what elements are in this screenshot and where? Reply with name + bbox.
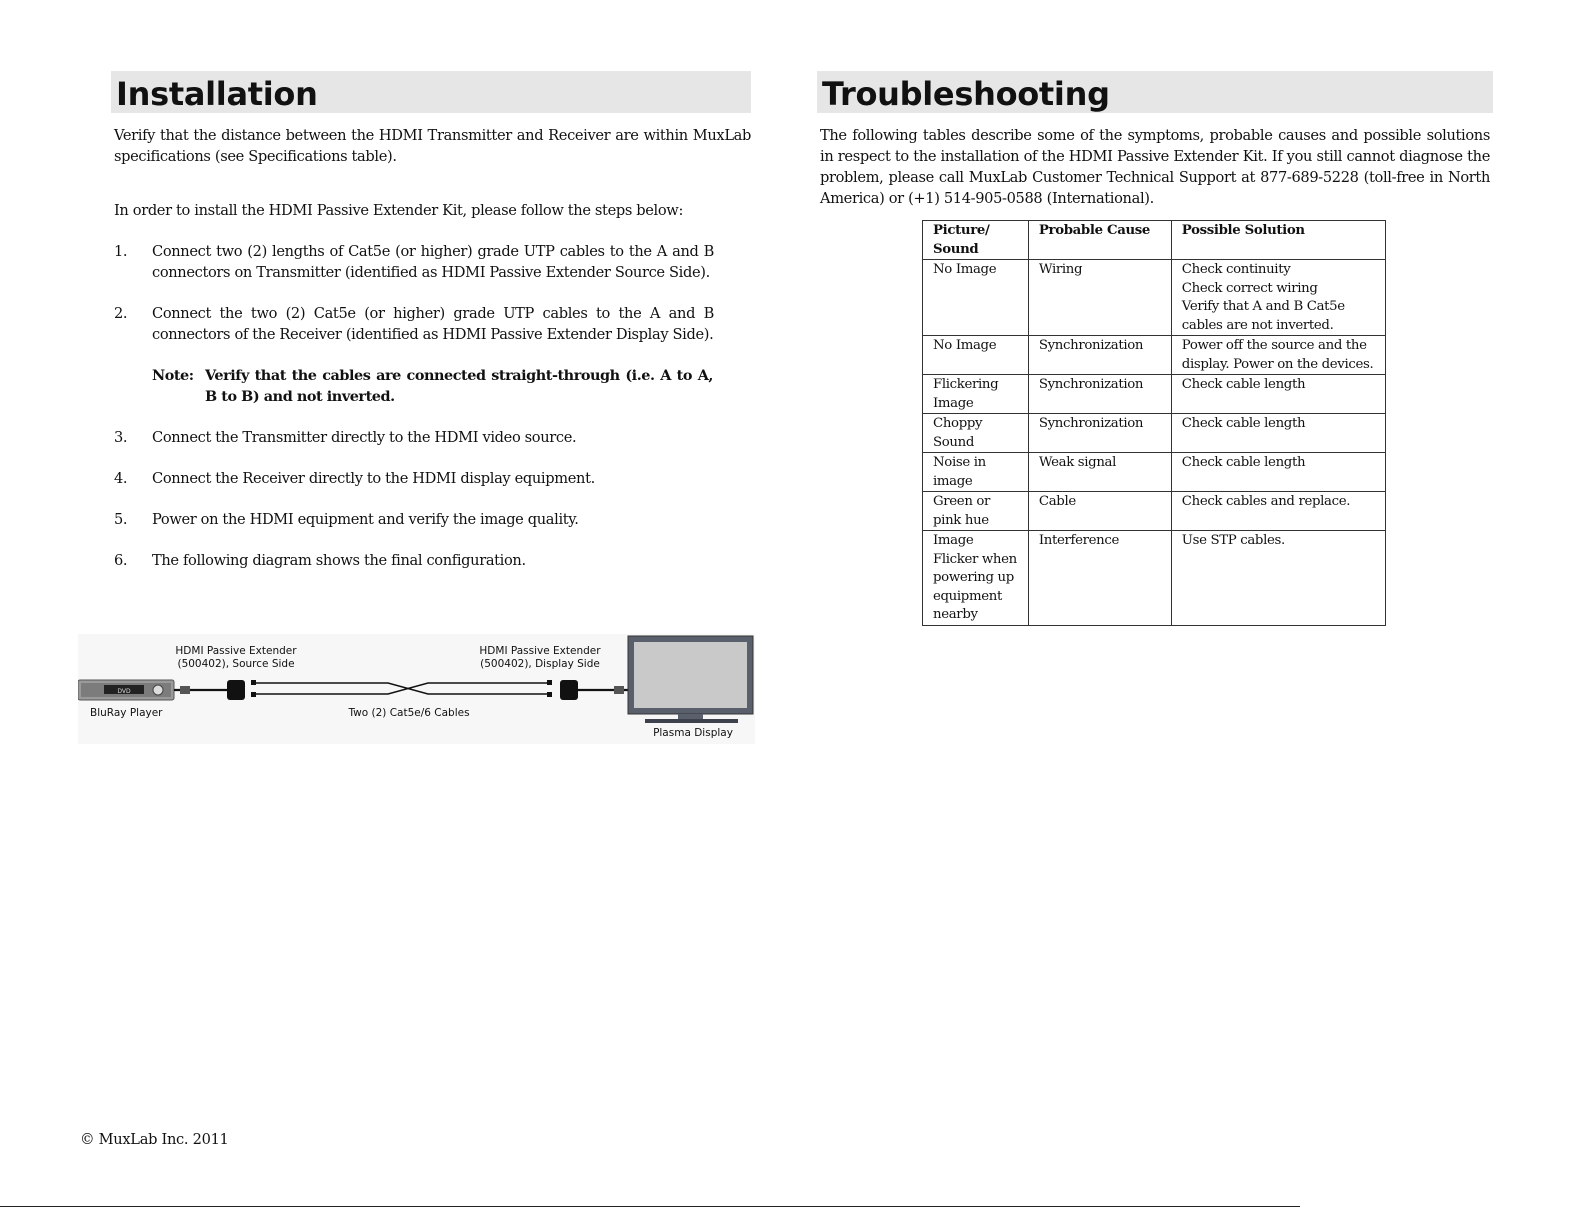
bottom-divider xyxy=(0,1206,1300,1207)
cause-cell: Synchronization xyxy=(1028,336,1171,375)
symptom-cell: No Image xyxy=(923,336,1029,375)
step-text: Connect the Transmitter directly to the HDMI video source. xyxy=(152,429,577,446)
solution-cell xyxy=(1171,531,1385,626)
step-item xyxy=(114,550,714,571)
installation-heading: Installation xyxy=(111,71,751,113)
step-text: The following diagram shows the final configuration. xyxy=(152,552,526,569)
cables-label: Two (2) Cat5e/6 Cables xyxy=(348,707,470,719)
table-row xyxy=(923,531,1386,626)
note xyxy=(114,365,713,407)
display-side-label-line2: (500402), Display Side xyxy=(480,658,600,670)
connector-b-icon xyxy=(251,692,256,697)
solution-cell xyxy=(1171,375,1385,414)
solution-line: Check cables and replace. xyxy=(1181,494,1351,509)
solution-cell xyxy=(1171,492,1385,531)
solution-line: Check correct wiring xyxy=(1181,280,1318,296)
symptom-cell: Green or pink hue xyxy=(923,492,1029,531)
symptom-cell: Choppy Sound xyxy=(923,414,1029,453)
cause-cell: Synchronization xyxy=(1028,375,1171,414)
step-text: Connect the Receiver directly to the HDMI display equipment. xyxy=(152,470,595,487)
solution-cell xyxy=(1171,453,1385,492)
source-side-label-line2: (500402), Source Side xyxy=(177,658,295,670)
symptom-cell: No Image xyxy=(923,260,1029,336)
solution-line: Check cable length xyxy=(1181,455,1306,470)
solution-line: Power off the source and the display. Power on the devices. xyxy=(1181,338,1374,372)
player-screen-label: DVD xyxy=(117,688,131,695)
table-row xyxy=(923,375,1386,414)
step-number: 5. xyxy=(114,511,128,528)
step-item xyxy=(114,468,714,489)
symptom-cell: Noise in image xyxy=(923,453,1029,492)
transmitter-icon xyxy=(227,680,245,700)
step-item xyxy=(114,427,714,448)
symptom-cell: Image Flicker when powering up equipment nearby xyxy=(923,531,1029,626)
solution-line: Check cable length xyxy=(1181,416,1306,431)
installation-intro: Verify that the distance between the HDMI Transmitter and Receiver are within MuxLab specifications (see Specifications table). xyxy=(114,127,751,165)
note-text: Verify that the cables are connected straight-through (i.e. A to A, B to B) and not inverted. xyxy=(205,367,713,405)
note-label: Note: xyxy=(152,367,194,384)
connector-a-icon xyxy=(251,680,256,685)
column-header: Probable Cause xyxy=(1028,221,1171,260)
solution-cell xyxy=(1171,260,1385,336)
troubleshooting-table xyxy=(922,220,1386,626)
step-item xyxy=(114,509,714,530)
cause-cell: Interference xyxy=(1028,531,1171,626)
step-text: Connect two (2) lengths of Cat5e (or higher) grade UTP cables to the A and B connectors on Transmitter (identified as HDMI Passive Extender Source Side). xyxy=(152,243,714,281)
solution-cell xyxy=(1171,414,1385,453)
table-row xyxy=(923,453,1386,492)
cause-cell: Synchronization xyxy=(1028,414,1171,453)
cause-cell: Weak signal xyxy=(1028,453,1171,492)
receiver-icon xyxy=(560,680,578,700)
table-row xyxy=(923,414,1386,453)
solution-line: Check continuity xyxy=(1181,262,1291,277)
column-header: Picture/ Sound xyxy=(923,221,1029,260)
configuration-diagram xyxy=(78,634,755,744)
copyright-footer: © MuxLab Inc. 2011 xyxy=(80,1131,229,1148)
step-number: 2. xyxy=(114,305,128,322)
step-item xyxy=(114,241,714,283)
plasma-display-icon xyxy=(628,636,753,723)
installation-steps xyxy=(111,241,751,571)
step-number: 4. xyxy=(114,470,128,487)
player-label: BluRay Player xyxy=(90,707,163,719)
solution-line: Check cable length xyxy=(1181,377,1306,392)
symptom-cell: Flickering Image xyxy=(923,375,1029,414)
solution-line: Verify that A and B Cat5e cables are not inverted. xyxy=(1181,299,1345,333)
display-label: Plasma Display xyxy=(653,727,733,739)
hdmi-plug-icon xyxy=(614,686,624,694)
step-item xyxy=(114,303,714,345)
hdmi-plug-icon xyxy=(180,686,190,694)
table-row xyxy=(923,336,1386,375)
troubleshooting-intro: The following tables describe some of the symptoms, probable causes and possible solutions in respect to the installation of the HDMI Passive Extender Kit. If you still cannot diagnose the problem, please call MuxLab Customer Technical Support at 877-689-5228 (toll-free in North America) or (+1) 514-905-0588 (International). xyxy=(820,127,1490,207)
cause-cell: Wiring xyxy=(1028,260,1171,336)
step-number: 3. xyxy=(114,429,128,446)
connector-b-icon xyxy=(547,692,552,697)
installation-lead: In order to install the HDMI Passive Extender Kit, please follow the steps below: xyxy=(114,202,684,219)
table-row xyxy=(923,260,1386,336)
step-text: Power on the HDMI equipment and verify the image quality. xyxy=(152,511,579,528)
table-row xyxy=(923,492,1386,531)
step-number: 6. xyxy=(114,552,128,569)
solution-cell xyxy=(1171,336,1385,375)
bluray-player-icon xyxy=(78,680,174,700)
step-text: Connect the two (2) Cat5e (or higher) grade UTP cables to the A and B connectors of the Receiver (identified as HDMI Passive Extender Display Side). xyxy=(152,305,714,343)
source-side-label-line1: HDMI Passive Extender xyxy=(175,645,297,657)
connector-a-icon xyxy=(547,680,552,685)
step-number: 1. xyxy=(114,243,128,260)
table-header-row xyxy=(923,221,1386,260)
column-header: Possible Solution xyxy=(1171,221,1385,260)
installation-section xyxy=(111,71,751,591)
troubleshooting-section xyxy=(817,71,1493,209)
cause-cell: Cable xyxy=(1028,492,1171,531)
display-side-label-line1: HDMI Passive Extender xyxy=(479,645,601,657)
solution-line: Use STP cables. xyxy=(1181,533,1285,548)
troubleshooting-heading: Troubleshooting xyxy=(817,71,1493,113)
